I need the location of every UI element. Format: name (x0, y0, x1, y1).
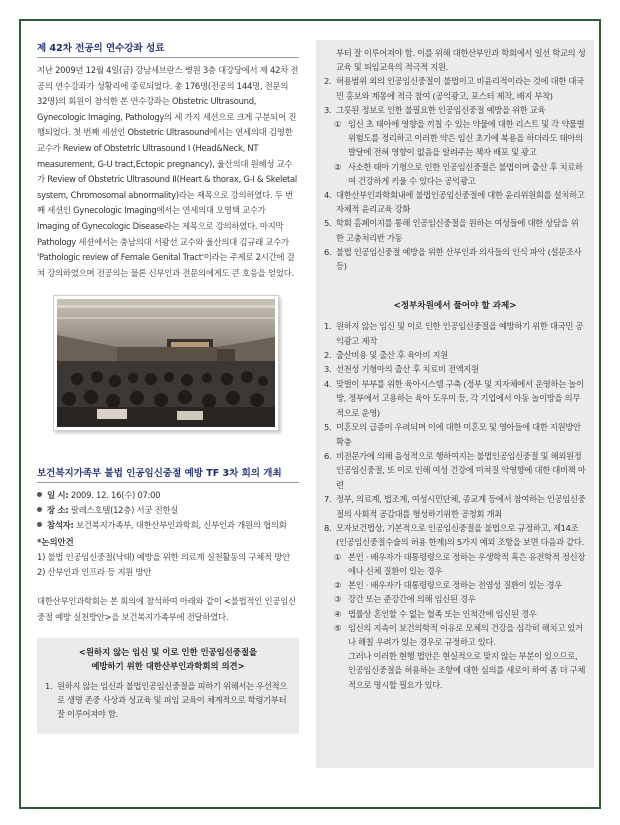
sub-item: ③ 강간 또는 준강간에 의해 임신된 경우 (334, 594, 476, 605)
agenda-title: *논의안건 (37, 537, 74, 548)
opinion-heading-line1: <원하지 않는 임신 및 이로 인한 인공임신중절을 (78, 646, 258, 657)
gov-tasks-list (324, 319, 586, 692)
list-item: 6. 비전문가에 의해 음성적으로 행하여지는 불법인공임신중절 및 해외원정 인공임신중절, 또 이로 인해 여성 건강에 미쳐질 악영향에 대한 대비책 마련 (324, 450, 586, 490)
meeting-closing-text: 대한산부인과학회는 본 회의에 참석하여 아래와 같이 <불법적인 인공임신중절 예방 실천방안>을 보건복지가족부에 전달하였다. (37, 596, 296, 622)
list-item: 2. 출산비용 및 출산 후 육아비 지원 (324, 350, 448, 361)
list-item: 4. 대한산부인과학회내에 불법인공임신중절에 대한 윤리위원회를 설치하고 자체적 윤리교육 강화 (324, 190, 585, 215)
list-item: 5. 학회 홈페이지를 통해 인공임신중절을 원하는 여성들에 대한 상담을 위한 고충처리반 가동 (324, 218, 579, 243)
meta-place: 장 소: 팔레스호텔(12층) 서궁 진한실 (37, 503, 299, 518)
agenda-item: 1) 불법 인공임신중절(낙태) 예방을 위한 의료계 실천활동의 구체적 방안 (37, 552, 290, 563)
list-item: 5. 미혼모의 급증이 우려되며 이에 대한 미혼모 및 영아들에 대한 지원방안 확충 (324, 422, 581, 447)
continued-item-text: 부터 잘 이루어져야 함. 이를 위해 대한산부인과 학회에서 일선 학교의 성교육 및 피임교육의 적극적 지원. (336, 48, 586, 73)
lecture-photo (53, 295, 279, 431)
list-item: 3. 그릇된 정보로 인한 불필요한 인공임신중절 예방을 위한 교육 (324, 104, 546, 115)
list-item: 1. 원하지 않는 임신과 불법인공임신중절을 피하기 위해서는 우선적으로 생명 존중 사상과 성교육 및 피임 교육이 체계적으로 학령기부터 잘 이루어져야 함. (45, 680, 288, 719)
list-item: 1. 원하지 않는 임신 및 이로 인한 인공임신중절을 예방하기 위한 대국민 공익광고 제작 (324, 321, 584, 346)
meta-date: 일 시: 2009. 12. 16(수) 07:00 (37, 488, 299, 503)
list-item: 3. 선천성 기형아의 출산 후 치료비 전액지원 (324, 364, 479, 375)
lecture-hall-photo-icon (57, 299, 275, 427)
bullet-icon (37, 492, 42, 497)
sub-item: ① 본인 · 배우자가 대통령령으로 정하는 우생학적 혹은 유전학적 정신장애나 신체 질환이 있는 경우 (334, 551, 586, 576)
bullet-icon (37, 522, 42, 527)
seminar-body: 지난 2009년 12월 4일(금) 강남세브란스 병원 3층 대강당에서 제 42차 전공의 연수강좌가 성황리에 종료되었다. 총 176명(전공의 144명, 전문의 32명)의 회원이 참석한 본 연수강좌는 Obstetric Ultrasound, Gynecologic Imaging, Pathology의 세 가지 세션으로 크게 구분되어 진행되었다. 첫 번째 세션인 Obstetric Ultrasound에서는 연세의대 김영한 교수가 Review of Obstetric Ultrasound I (Head&Neck, NT measurement, G-U tract,Ectopic pregnancy), 울산의대 원혜성 교수가 Review of Obstetric Ultrasound II(Heart & thorax, G-I & Skeletal system, Chromosomal abnormality)라는 제목으로 강의하였다. 두 번째 세션인 Gynecologic Imaging에서는 연세의대 오영택 교수가 Imaging of Gynecologic Disease라는 제목으로 강의하였다. 마지막 Pathology 세션에서는 충남의대 서광선 교수와 울산의대 김규래 교수가 'Pathologic review of Female Genital Tract'이라는 주제로 2시간에 걸쳐 강의하였으며 전공의는 물론 신부인과 전문의에게도 큰 호응을 얻었다. (37, 65, 299, 278)
list-item: 7. 정부, 의료계, 법조계, 여성시민단체, 종교계 등에서 참여하는 인공임신중절의 사회적 공감대를 형성하기위한 공청회 개최 (324, 494, 586, 519)
opinion-heading-line2: 예방하기 위한 대한산부인과학회의 의견> (91, 660, 245, 671)
sub-item: ① 임신 초 태아에 영향을 끼칠 수 있는 약물에 대한 리스트 및 각 약물별 위험도를 정리하고 이러한 약은 임신 초기에 복용을 하더라도 태아의 발달에 전혀 영향이 없음을 알려주는 책자 배포 및 광고 (334, 119, 585, 158)
right-column (316, 40, 594, 768)
bullet-icon (37, 507, 42, 512)
continuation-text: 그러나 이러한 현행 법안은 현실적으로 맞지 않는 부분이 있으므로, 인공임신중절을 허용하는 조항에 대한 심의를 새로이 하여 좀 더 구체적으로 명시할 필요가 있다. (348, 651, 586, 690)
list-item: 4. 맞벌이 부부를 위한 육아시스템 구축 (정부 및 지자체에서 운영하는 놀이방, 정부에서 고용하는 육아 도우미 등, 각 기업에서 아동 놀이방을 의무적으로 운영) (324, 378, 584, 418)
opinion-box (37, 638, 299, 734)
list-item: 6. 불법 인공임신중절 예방을 위한 산부인과 의사들의 인식 파악 (설문조사 등) (324, 246, 582, 272)
gov-tasks-heading: <정부차원에서 풀어야 할 과제> (393, 301, 517, 312)
sub-item: ② 사소한 태아 기형으로 인한 인공임신중절은 불법이며 출산 후 치료하여 건강하게 키울 수 있다는 공익광고 (334, 161, 583, 186)
sub-item: ⑤ 임신의 지속이 보건의학적 이유로 모체의 건강을 심각히 해치고 있거나 해칠 우려가 있는 경우로 규정하고 있다. (334, 622, 583, 647)
sub-item: ② 본인 · 배우자가 대통령령으로 정하는 전염성 질환이 있는 경우 (334, 580, 562, 591)
left-column (37, 40, 299, 734)
section-title-seminar: 제 42차 전공의 연수강좌 성료 (37, 40, 299, 58)
section-title-tf-meeting: 보건복지가족부 불법 인공임신중절 예방 TF 3차 회의 개최 (37, 465, 299, 483)
meta-attendees: 참석자: 보건복지가족부, 대한산부인과학회, 신부인과 개원의 협의회 (37, 518, 299, 533)
sub-item: ④ 법률상 혼인할 수 없는 혈족 또는 인척간에 임신된 경우 (334, 608, 537, 619)
list-item: 2. 허용범위 외의 인공임신중절이 불법이고 비윤리적이라는 것에 대한 대국민 홍보와 계몽에 적극 참여 (공익광고, 포스터 제작, 배지 부착) (324, 76, 584, 101)
agenda-item: 2) 산부인과 인프라 등 지원 방안 (37, 567, 152, 578)
list-item: 8. 모자보건법상, 기본적으로 인공임신중절을 불법으로 규정하고, 제14조(인공임신중절수술의 허용 한계)의 5가지 예외 조항을 보면 다음과 같다. (324, 522, 584, 548)
